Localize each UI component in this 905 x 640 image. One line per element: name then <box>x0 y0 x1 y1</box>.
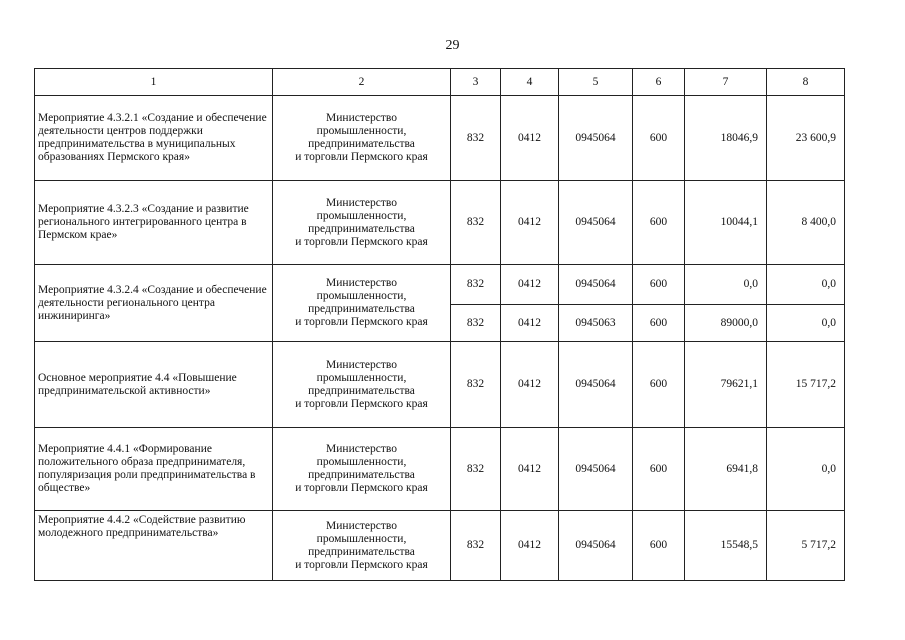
ministry-code: 832 <box>451 96 501 181</box>
target-article-code: 0945064 <box>559 96 633 181</box>
activity-name: Мероприятие 4.4.1 «Формирование положительного образа предпринимателя, популяризация роли предпринимательства в обществе» <box>35 428 273 511</box>
section-code: 0412 <box>501 428 559 511</box>
column-header: 2 <box>273 69 451 96</box>
table-row <box>35 342 845 428</box>
table-row <box>35 96 845 181</box>
section-code: 0412 <box>501 96 559 181</box>
amount-col8: 23 600,9 <box>767 96 845 181</box>
table-row <box>35 511 845 581</box>
amount-col8: 8 400,0 <box>767 181 845 265</box>
amount-col7: 89000,0 <box>685 305 767 342</box>
amount-col7: 15548,5 <box>685 511 767 581</box>
table-row <box>35 265 845 305</box>
amount-col7: 6941,8 <box>685 428 767 511</box>
executor-cell: Министерство промышленности, предпринимательства и торговли Пермского края <box>273 181 451 265</box>
expense-type-code: 600 <box>633 265 685 305</box>
target-article-code: 0945064 <box>559 511 633 581</box>
column-header: 8 <box>767 69 845 96</box>
amount-col8: 0,0 <box>767 428 845 511</box>
executor-cell: Министерство промышленности, предпринимательства и торговли Пермского края <box>273 265 451 342</box>
expense-type-code: 600 <box>633 511 685 581</box>
target-article-code: 0945064 <box>559 265 633 305</box>
section-code: 0412 <box>501 305 559 342</box>
expense-type-code: 600 <box>633 181 685 265</box>
amount-col7: 18046,9 <box>685 96 767 181</box>
ministry-code: 832 <box>451 265 501 305</box>
activity-name: Основное мероприятие 4.4 «Повышение предпринимательской активности» <box>35 342 273 428</box>
amount-col8: 15 717,2 <box>767 342 845 428</box>
amount-col8: 0,0 <box>767 305 845 342</box>
activity-name: Мероприятие 4.3.2.1 «Создание и обеспечение деятельности центров поддержки предпринимательства в муниципальных образованиях Пермского края» <box>35 96 273 181</box>
executor-cell: Министерство промышленности, предпринимательства и торговли Пермского края <box>273 511 451 581</box>
target-article-code: 0945064 <box>559 428 633 511</box>
amount-col7: 0,0 <box>685 265 767 305</box>
column-header: 6 <box>633 69 685 96</box>
column-header: 3 <box>451 69 501 96</box>
column-header: 5 <box>559 69 633 96</box>
table-row <box>35 181 845 265</box>
section-code: 0412 <box>501 265 559 305</box>
section-code: 0412 <box>501 511 559 581</box>
amount-col8: 5 717,2 <box>767 511 845 581</box>
ministry-code: 832 <box>451 305 501 342</box>
expense-type-code: 600 <box>633 342 685 428</box>
section-code: 0412 <box>501 181 559 265</box>
executor-cell: Министерство промышленности, предпринимательства и торговли Пермского края <box>273 342 451 428</box>
page-number: 29 <box>445 38 460 53</box>
target-article-code: 0945064 <box>559 342 633 428</box>
header-row <box>35 69 845 96</box>
ministry-code: 832 <box>451 342 501 428</box>
table-row <box>35 428 845 511</box>
budget-table <box>34 68 845 581</box>
column-header: 7 <box>685 69 767 96</box>
expense-type-code: 600 <box>633 96 685 181</box>
executor-cell: Министерство промышленности, предпринимательства и торговли Пермского края <box>273 428 451 511</box>
target-article-code: 0945064 <box>559 181 633 265</box>
expense-type-code: 600 <box>633 305 685 342</box>
ministry-code: 832 <box>451 511 501 581</box>
target-article-code: 0945063 <box>559 305 633 342</box>
amount-col7: 79621,1 <box>685 342 767 428</box>
executor-cell: Министерство промышленности, предпринимательства и торговли Пермского края <box>273 96 451 181</box>
ministry-code: 832 <box>451 428 501 511</box>
expense-type-code: 600 <box>633 428 685 511</box>
column-header: 1 <box>35 69 273 96</box>
section-code: 0412 <box>501 342 559 428</box>
ministry-code: 832 <box>451 181 501 265</box>
activity-name: Мероприятие 4.4.2 «Содействие развитию молодежного предпринимательства» <box>35 511 273 581</box>
activity-name: Мероприятие 4.3.2.3 «Создание и развитие регионального интегрированного центра в Пермском крае» <box>35 181 273 265</box>
column-header: 4 <box>501 69 559 96</box>
amount-col8: 0,0 <box>767 265 845 305</box>
amount-col7: 10044,1 <box>685 181 767 265</box>
activity-name: Мероприятие 4.3.2.4 «Создание и обеспечение деятельности регионального центра инжиниринга» <box>35 265 273 342</box>
